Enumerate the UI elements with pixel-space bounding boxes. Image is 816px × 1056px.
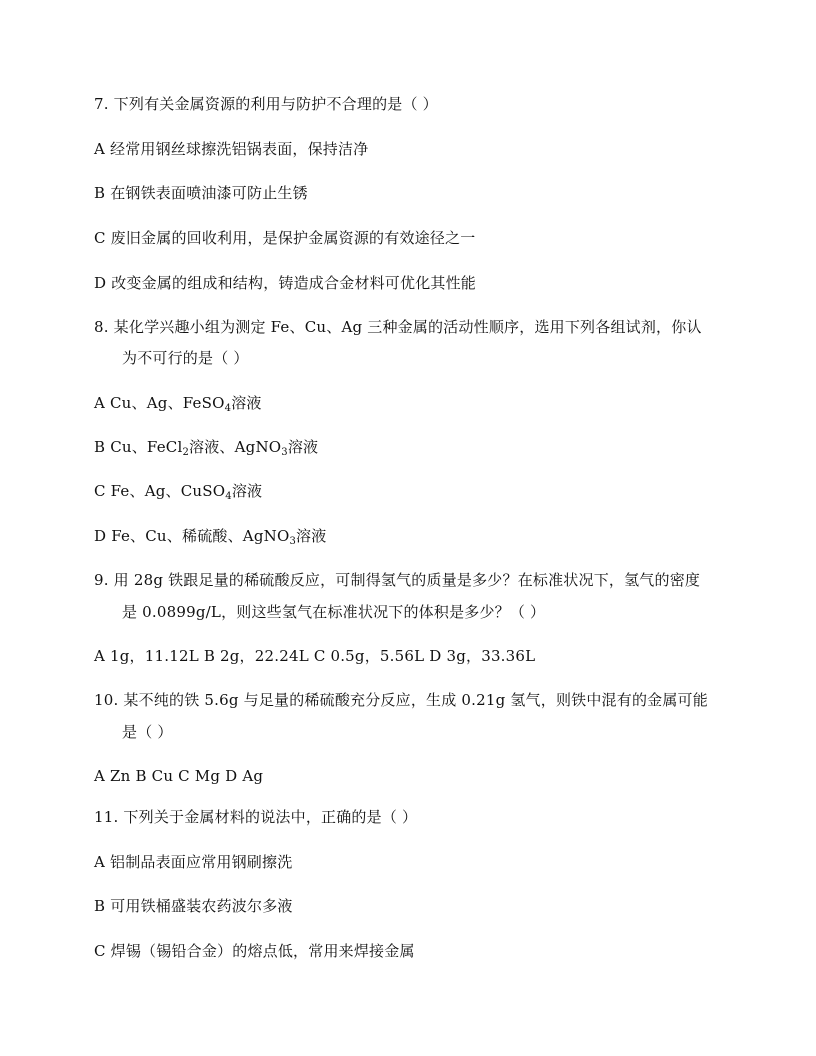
- q8-option-c-subscript: 4: [225, 491, 232, 502]
- q8-option-a: [94, 393, 262, 413]
- q9-stem-line1: 9. 用 28g 铁跟足量的稀硫酸反应，可制得氢气的质量是多少？在标准状况下，氢气的密度: [94, 571, 701, 589]
- q8-option-b-subscript-1: 2: [182, 447, 190, 458]
- q8-option-c-prefix: C Fe、Ag、CuSO: [94, 482, 226, 500]
- q8-option-a-suffix: 溶液: [231, 394, 262, 412]
- q8-option-d: [94, 526, 326, 546]
- q8-option-b-mid: 溶液、AgNO: [189, 438, 282, 456]
- q8-option-a-subscript: 4: [224, 403, 232, 414]
- q8-option-d-prefix: D Fe、Cu、稀硫酸、AgNO: [94, 527, 290, 545]
- q8-option-b-prefix: B Cu、FeCl: [94, 438, 183, 456]
- q8-option-c: [94, 481, 262, 501]
- q11-option-a: A 铝制品表面应常用钢刷擦洗: [94, 853, 293, 871]
- q8-stem-line2: 为不可行的是（ ）: [122, 349, 249, 367]
- q10-stem-line1: 10. 某不纯的铁 5.6g 与足量的稀硫酸充分反应，生成 0.21g 氢气，则铁中混有的金属可能: [94, 691, 708, 709]
- q11-option-c: C 焊锡（锡铅合金）的熔点低，常用来焊接金属: [94, 942, 415, 960]
- q10-stem-line2: 是（ ）: [122, 723, 173, 741]
- q8-option-d-suffix: 溶液: [296, 527, 327, 545]
- q9-options: A 1g，11.12L B 2g，22.24L C 0.5g，5.56L D 3g，33.36L: [94, 647, 536, 665]
- q11-stem: 11. 下列关于金属材料的说法中，正确的是（ ）: [94, 808, 418, 826]
- q8-option-d-subscript: 3: [289, 536, 297, 547]
- q10-options: A Zn B Cu C Mg D Ag: [94, 767, 264, 785]
- q8-stem-line1: 8. 某化学兴趣小组为测定 Fe、Cu、Ag 三种金属的活动性顺序，选用下列各组试剂，你认: [94, 318, 702, 336]
- q8-option-a-prefix: A Cu、Ag、FeSO: [94, 394, 225, 412]
- q8-option-b: [94, 437, 318, 457]
- q8-option-b-subscript-2: 3: [281, 447, 288, 458]
- q7-option-d: D 改变金属的组成和结构，铸造成合金材料可优化其性能: [94, 274, 476, 292]
- q8-option-b-suffix: 溶液: [287, 438, 319, 456]
- q7-option-c: C 废旧金属的回收利用，是保护金属资源的有效途径之一: [94, 229, 476, 247]
- q7-option-a: A 经常用钢丝球擦洗铝锅表面，保持洁净: [94, 140, 369, 158]
- q11-option-b: B 可用铁桶盛装农药波尔多液: [94, 897, 293, 915]
- q7-option-b: B 在钢铁表面喷油漆可防止生锈: [94, 184, 308, 202]
- q9-stem-line2: 是 0.0899g/L，则这些氢气在标准状况下的体积是多少？（ ）: [122, 603, 546, 621]
- q7-stem: 7. 下列有关金属资源的利用与防护不合理的是（ ）: [94, 95, 438, 113]
- q8-option-c-suffix: 溶液: [231, 482, 263, 500]
